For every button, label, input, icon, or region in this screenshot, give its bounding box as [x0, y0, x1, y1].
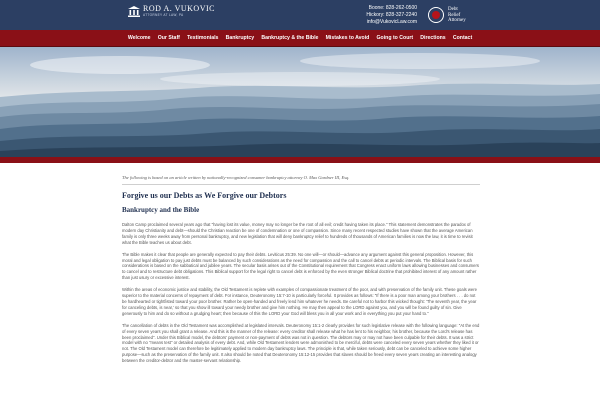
article-attribution: The following is based on an article written by nationally-recognized consumer bankruptcy attorney O. Max Gardner III, Esq. — [122, 175, 480, 185]
article-paragraph: Dalton Camp proclaimed several years ago that "having lost its value, money may no longer be the root of all evil; credit having taken its place." This statement demonstrates the paradox of modern day Christianity and debt—should the Christian reaction be one of condemnation or one of compassion. Since many recent respected studies have shown that the average American family is only three weeks away from personal bankruptcy, and new legislation that will deny bankruptcy relief to hundreds of thousands of American families is now the law, it is time to revisit what the Bible teaches us about debt. — [122, 222, 473, 245]
logo-tagline: ATTORNEY AT LAW, PA — [143, 13, 184, 17]
article-paragraph: Within the areas of economic justice and stability, the Old Testament is replete with examples of compassionate treatment of the poor, and with preservation of the family unit. These goals were superior to the material concerns of repayment of debt. For instance, Deuteronomy 15:7-10 is particularly forceful. It provides as follows: "If there is a poor man among your brothers . . . do not be hardhearted or tightfisted toward your poor brother. Rather be open-handed and freely lend him whatever he needs. Be careful not to harbor this wicked thought: 'The seventh year, the year for canceling debts, is near,' so that you show ill toward your needy brother and give him nothing. He may then appeal to the LORD against you, and you will be found guilty of sin. Give generously to him and do so without a grudging heart; then because of this the LORD your God will bless you in all your work and in everything you put your hand to." — [122, 287, 477, 316]
nav-directions[interactable]: Directions — [420, 35, 446, 41]
hero-mountain-image — [0, 47, 600, 157]
seal-icon — [428, 7, 444, 23]
contact-info — [366, 5, 417, 26]
article-subtitle: Bankruptcy and the Bible — [122, 206, 200, 214]
logo[interactable] — [128, 5, 215, 18]
article-paragraph: The Bible makes it clear that people are generally expected to pay their debts. Leviticus 25:39. No one will—or should—advance any argument against this general proposition. However, this moral and legal obligation to pay just debts must be balanced by such considerations as the need for compassion and the call to cancel debts at periodic intervals. The Biblical basis for such considerations is based on the sabbatical and jubilee years. The secular basis arises out of the Constitutional requirement that Congress enact uniform laws allowing businesses and consumers to cancel and to restructure debt obligations. This Biblical support for the legal right to cancel debt is enforced by the even stronger Biblical doctrine that prohibited interest of any amount rather than just usury or excessive interest. — [122, 251, 479, 281]
article-title: Forgive us our Debts as We Forgive our Debtors — [122, 191, 287, 200]
nav-contact[interactable]: Contact — [452, 35, 473, 41]
phone-boone[interactable]: Boone: 828-262-0500 — [368, 5, 417, 11]
main-nav — [0, 30, 600, 47]
nav-mistakes[interactable]: Mistakes to Avoid — [325, 35, 370, 41]
nav-welcome[interactable]: Welcome — [127, 35, 151, 41]
nav-our-staff[interactable]: Our Staff — [157, 35, 180, 41]
article-paragraph: The cancellation of debts in the Old Testament was accomplished at legislated intervals. Deuteronomy 15:1-2 clearly provides for such legislative release with the following language: "At the end of every seven years you shall grant a release. And this is the manner of the release: every creditor shall release what he has lent to his neighbor, his brother, because the Lord's release has been proclaimed". Under this Biblical model, the debtors' payment or non-payment of debts was not in question. The debtors may or may not have been culpable for their debts. It was a strict model with no "means test" or detailed analysis of every debt. And, while Old Testament lenders were admonished to be merciful, debts were canceled every seven years whether they liked it or not. The Old Testament model can therefore be legitimately applied to modern day bankruptcy laws. The principle is that, while taken seriously, debt can be canceled to achieve some higher purpose—such as the preservation of the family unit. It also should be noted that Deuteronomy 15:12-15 provides that slaves should be freed every seven years creating an interesting analogy between the creditor-debtor and the master-servant relationship. — [122, 322, 480, 364]
column-icon — [128, 6, 140, 17]
nav-bankruptcy[interactable]: Bankruptcy — [225, 35, 255, 41]
nav-going-to-court[interactable]: Going to Court — [376, 35, 414, 41]
debt-relief-badge — [428, 7, 466, 24]
badge-line-1: Debt — [448, 7, 458, 12]
logo-name: ROD A. VUKOVIC — [143, 4, 215, 13]
email-link[interactable]: info@VukovicLaw.com — [366, 19, 417, 25]
badge-line-2: Relief — [448, 12, 461, 18]
site-header — [0, 0, 600, 30]
hero-divider — [0, 157, 600, 163]
badge-line-3: Attorney — [448, 18, 466, 23]
phone-hickory[interactable]: Hickory: 828-327-2240 — [366, 12, 417, 18]
nav-testimonials[interactable]: Testimonials — [187, 35, 219, 41]
article — [122, 175, 480, 370]
nav-bankruptcy-bible[interactable]: Bankruptcy & the Bible — [261, 35, 319, 41]
